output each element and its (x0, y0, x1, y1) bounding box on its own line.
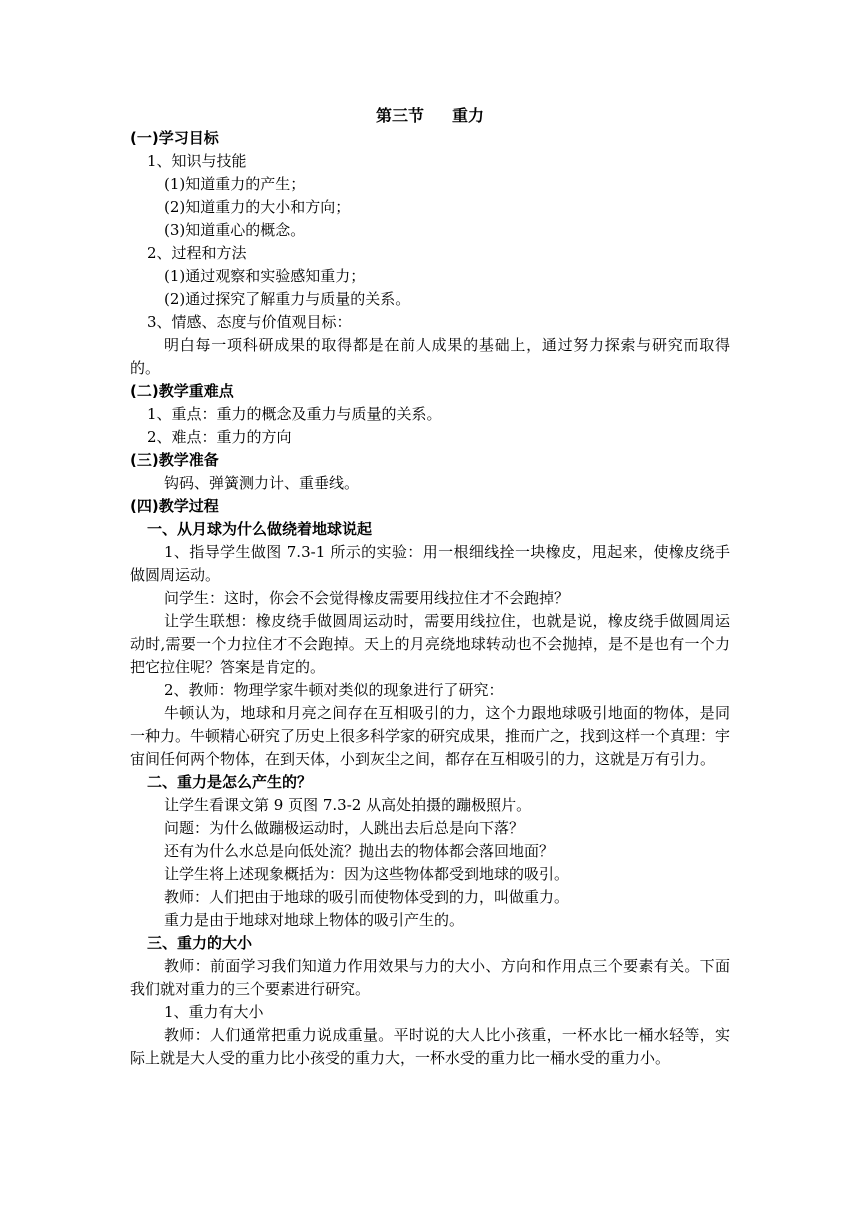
key-points-heading: (二)教学重难点 (130, 382, 234, 400)
part1-heading: 一、从月球为什么做绕着地球说起 (147, 520, 373, 538)
process-item: (2)通过探究了解重力与质量的关系。 (164, 290, 411, 308)
preparation-heading: (三)教学准备 (130, 451, 219, 469)
part2-paragraph: 让学生看课文第 9 页图 7.3-2 从高处拍摄的蹦极照片。 (164, 796, 532, 814)
part2-paragraph: 重力是由于地球对地球上物体的吸引产生的。 (164, 911, 465, 929)
key-point-item: 1、重点：重力的概念及重力与质量的关系。 (147, 405, 442, 423)
section-number: 第三节 (375, 106, 424, 125)
knowledge-label: 1、知识与技能 (147, 152, 247, 170)
part3-paragraph: 1、重力有大小 (164, 1003, 264, 1021)
part1-paragraph: 让学生联想：橡皮绕手做圆周运动时，需要用线拉住，也就是说，橡皮绕手做圆周运动时,需要一个力拉住才不会跑掉。天上的月亮绕地球转动也不会抛掉，是不是也有一个力把它拉住呢？答案是肯定的。 (130, 612, 730, 676)
knowledge-item: (1)知道重力的产生； (164, 175, 306, 193)
process-label: 2、过程和方法 (147, 244, 247, 262)
part2-paragraph: 教师：人们把由于地球的吸引而使物体受到的力，叫做重力。 (164, 888, 570, 906)
part3-heading: 三、重力的大小 (147, 934, 253, 952)
attitude-label: 3、情感、态度与价值观目标： (147, 313, 352, 331)
part3-paragraph: 教师：前面学习我们知道力作用效果与力的大小、方向和作用点三个要素有关。下面我们就对重力的三个要素进行研究。 (130, 957, 730, 998)
knowledge-item: (2)知道重力的大小和方向； (164, 198, 351, 216)
preparation-text: 钩码、弹簧测力计、重垂线。 (164, 474, 360, 492)
part2-paragraph: 问题：为什么做蹦极运动时，人跳出去后总是向下落？ (164, 819, 525, 837)
part1-paragraph: 牛顿认为，地球和月亮之间存在互相吸引的力，这个力跟地球吸引地面的物体，是同一种力。牛顿精心研究了历史上很多科学家的研究成果，推而广之，找到这样一个真理：宇宙间任何两个物体，在到天体，小到灰尘之间，都存在互相吸引的力，这就是万有引力。 (130, 704, 731, 768)
page-title (130, 104, 730, 127)
document-page (130, 104, 730, 1070)
part1-paragraph: 问学生：这时，你会不会觉得橡皮需要用线拉住才不会跑掉？ (164, 589, 570, 607)
process-item: (1)通过观察和实验感知重力； (164, 267, 366, 285)
section-name: 重力 (452, 106, 485, 125)
key-point-item: 2、难点：重力的方向 (147, 428, 292, 446)
part2-paragraph: 让学生将上述现象概括为：因为这些物体都受到地球的吸引。 (164, 865, 570, 883)
part2-paragraph: 还有为什么水总是向低处流？抛出去的物体都会落回地面？ (164, 842, 555, 860)
knowledge-item: (3)知道重心的概念。 (164, 221, 306, 239)
objectives-heading: (一)学习目标 (130, 129, 219, 147)
part3-paragraph: 教师：人们通常把重力说成重量。平时说的大人比小孩重，一杯水比一桶水轻等，实际上就是大人受的重力比小孩受的重力大，一杯水受的重力比一桶水受的重力小。 (130, 1026, 730, 1067)
process-heading: (四)教学过程 (130, 497, 219, 515)
attitude-text: 明白每一项科研成果的取得都是在前人成果的基础上，通过努力探索与研究而取得的。 (130, 336, 730, 377)
part1-paragraph: 2、教师：物理学家牛顿对类似的现象进行了研究： (164, 681, 504, 699)
part1-paragraph: 1、指导学生做图 7.3-1 所示的实验：用一根细线拴一块橡皮，甩起来，使橡皮绕手做圆周运动。 (130, 543, 730, 584)
part2-heading: 二、重力是怎么产生的？ (147, 773, 313, 791)
